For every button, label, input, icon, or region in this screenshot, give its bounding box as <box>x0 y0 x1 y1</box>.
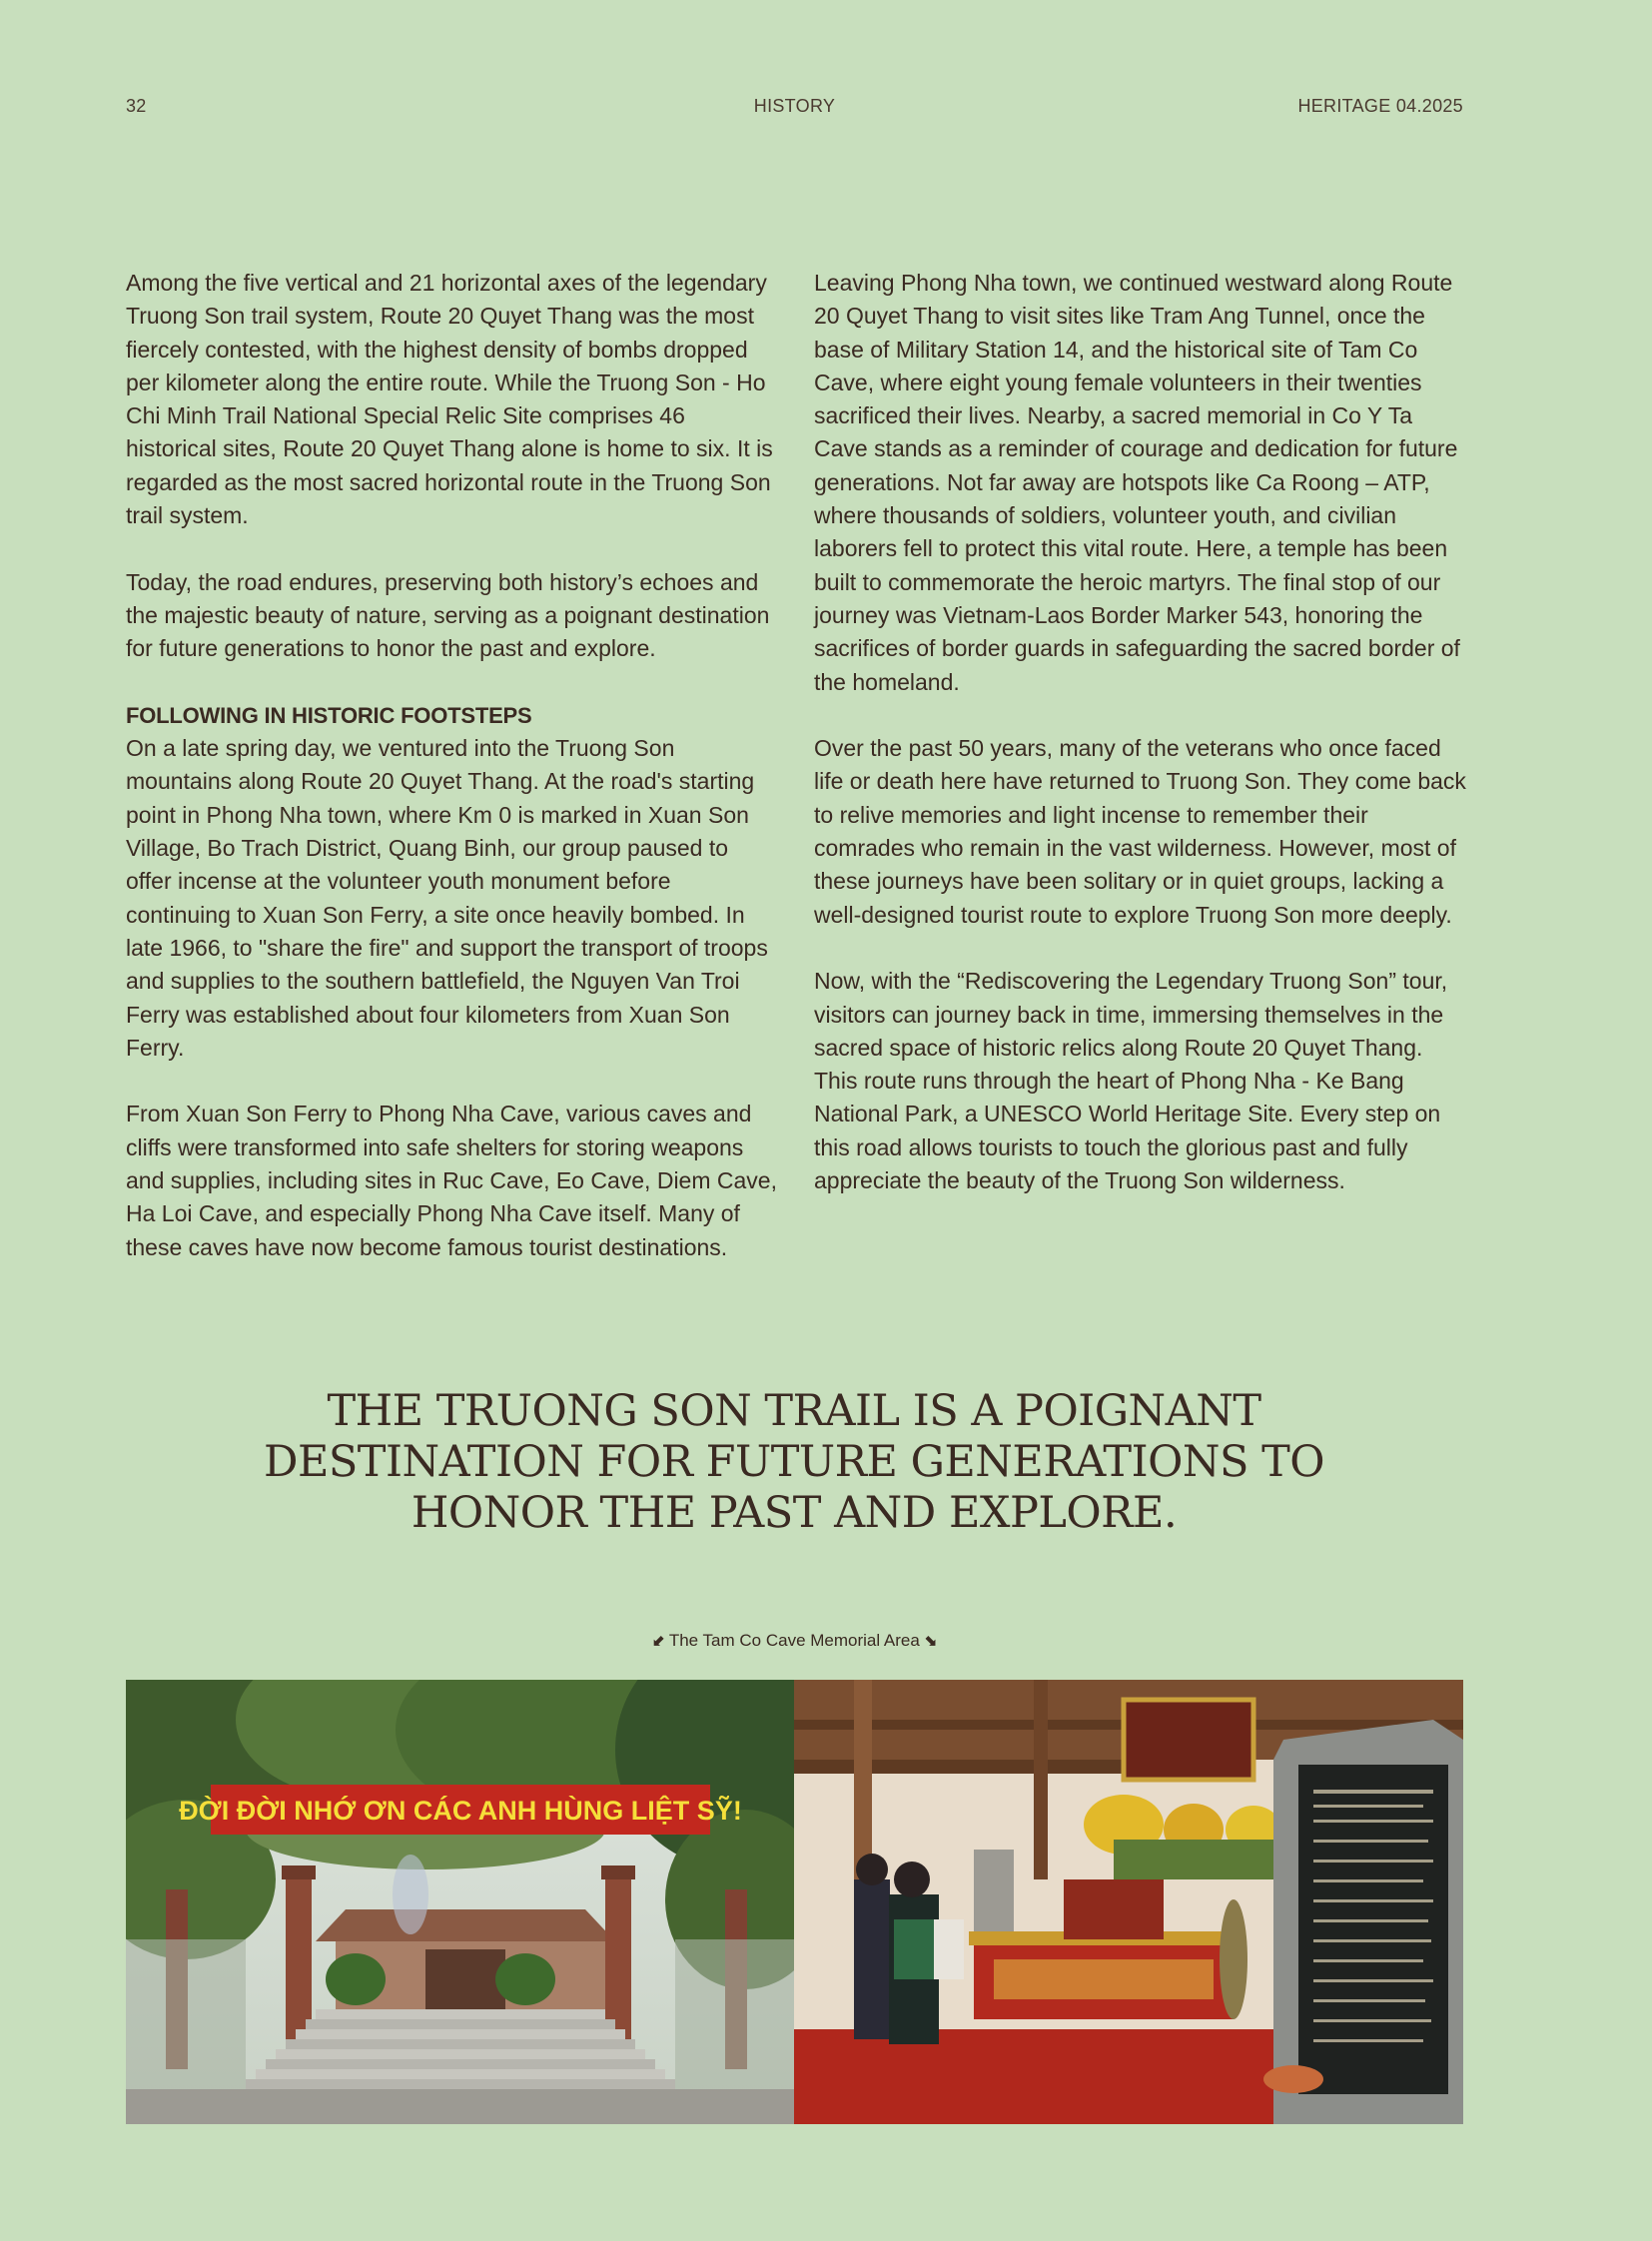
right-paragraph-2: Over the past 50 years, many of the veterans who once faced life or death here have returned to Truong Son. They come back to relive memories and light incense to remember their comrades who remain in the vast wilderness. However, most of these journeys have been solitary or in quiet groups, lacking a well-designed tourist route to explore Truong Son more deeply. <box>814 735 1466 928</box>
right-paragraph-3: Now, with the “Rediscovering the Legendary Truong Son” tour, visitors can journey back in time, immersing themselves in the sacred space of historic relics along Route 20 Quyet Thang. This route runs through the heart of Phong Nha - Ke Bang National Park, a UNESCO World Heritage Site. Every step on this road allows tourists to touch the glorious past and fully appreciate the beauty of the Truong Son wilderness. <box>814 968 1448 1194</box>
arrow-down-right-icon: ⬊ <box>924 1633 938 1650</box>
left-column <box>126 267 780 1297</box>
pull-quote-line-3: HONOR THE PAST AND EXPLORE. <box>411 1488 1178 1538</box>
left-paragraph-2: Today, the road endures, preserving both history’s echoes and the majestic beauty of nature, serving as a poignant destination for future generations to honor the past and explore. <box>126 568 770 662</box>
photo-caption <box>126 1631 1463 1651</box>
page-number: 32 <box>126 96 147 116</box>
pull-quote <box>230 1386 1358 1539</box>
right-paragraph-1: Leaving Phong Nha town, we continued westward along Route 20 Quyet Thang to visit sites like Tram Ang Tunnel, once the base of Military Station 14, and the historical site of Tam Co Cave, where eight young female volunteers in their twenties sacrificed their lives. Nearby, a sacred memorial in Co Y Ta Cave stands as a reminder of courage and dedication for future generations. Not far away are hotspots like Ca Roong – ATP, where thousands of soldiers, volunteer youth, and civilian laborers fell to protect this vital route. Here, a temple has been built to commemorate the heroic martyrs. The final stop of our journey was Vietnam-Laos Border Marker 543, honoring the sacrifices of border guards in safeguarding the sacred border of the homeland. <box>814 270 1460 695</box>
left-paragraph-4: From Xuan Son Ferry to Phong Nha Cave, various caves and cliffs were transformed into safe shelters for storing weapons and supplies, including sites in Ruc Cave, Eo Cave, Diem Cave, Ha Loi Cave, and especially Phong Nha Cave itself. Many of these caves have now become famous tourist destinations. <box>126 1101 777 1260</box>
memorial-gate-photo <box>126 1680 794 2124</box>
section-heading: FOLLOWING IN HISTORIC FOOTSTEPS <box>126 702 532 728</box>
right-column <box>814 267 1468 1231</box>
arrow-down-left-icon: ⬋ <box>651 1633 665 1650</box>
pull-quote-line-1: THE TRUONG SON TRAIL IS A POIGNANT <box>327 1386 1261 1436</box>
pull-quote-line-2: DESTINATION FOR FUTURE GENERATIONS TO <box>263 1437 1325 1487</box>
issue-label: HERITAGE 04.2025 <box>1297 96 1463 116</box>
memorial-altar-photo <box>794 1680 1463 2124</box>
left-paragraph-1: Among the five vertical and 21 horizontal axes of the legendary Truong Son trail system, Route 20 Quyet Thang was the most fiercely contested, with the highest density of bombs dropped per kilometer along the entire route. While the Truong Son - Ho Chi Minh Trail National Special Relic Site comprises 46 historical sites, Route 20 Quyet Thang alone is home to six. It is regarded as the most sacred horizontal route in the Truong Son trail system. <box>126 270 773 529</box>
photo-strip <box>126 1680 1463 2124</box>
page-header <box>126 96 1463 120</box>
banner-text: ĐỜI ĐỜI NHỚ ƠN CÁC ANH HÙNG LIỆT SỸ! <box>179 1796 742 1826</box>
section-label: HISTORY <box>753 96 836 116</box>
caption-text: The Tam Co Cave Memorial Area <box>668 1631 920 1650</box>
left-paragraph-3: On a late spring day, we ventured into the Truong Son mountains along Route 20 Quyet Thang. At the road's starting point in Phong Nha town, where Km 0 is marked in Xuan Son Village, Bo Trach District, Quang Binh, our group paused to offer incense at the volunteer youth monument before continuing to Xuan Son Ferry, a site once heavily bombed. In late 1966, to "share the fire" and support the transport of troops and supplies to the southern battlefield, the Nguyen Van Troi Ferry was established about four kilometers from Xuan Son Ferry. <box>126 735 768 1061</box>
